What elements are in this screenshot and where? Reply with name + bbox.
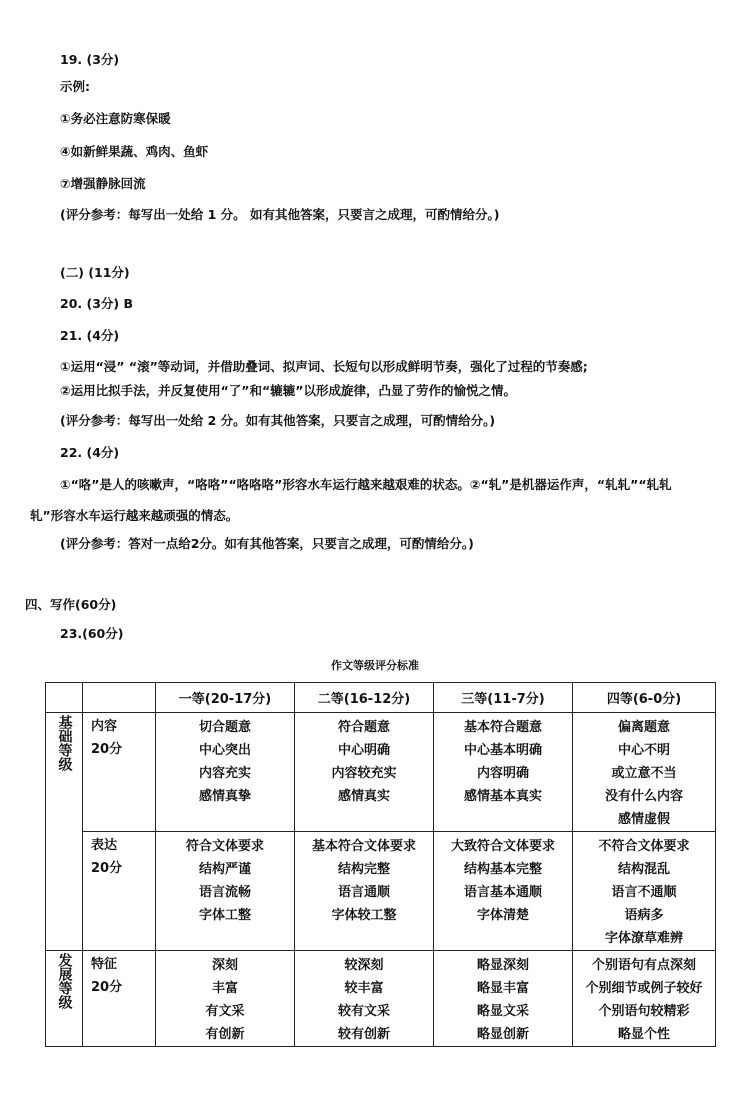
rubric-cell	[434, 951, 573, 1047]
header-empty	[83, 683, 156, 713]
q19-item: ①务必注意防寒保暖	[60, 111, 171, 126]
rubric-cell	[434, 832, 573, 951]
rubric-cell-line: 个别语句较精彩	[598, 1004, 690, 1019]
rubric-cell-line: 大致符合文体要求	[450, 839, 555, 854]
rubric-cell-line: 略显深刻	[476, 958, 529, 973]
rubric-cell-line: 较有文采	[337, 1004, 390, 1019]
q21-item: ①运用“浸” “滚”等动词，并借助叠词、拟声词、长短句以形成鲜明节奏，强化了过程的节奏感;	[60, 359, 588, 374]
rubric-cell	[156, 713, 295, 832]
table-row	[46, 832, 716, 951]
rubric-cell-line: 略显丰富	[476, 981, 529, 996]
q21-heading: 21. (4分)	[60, 328, 120, 343]
rubric-cell-line: 基本符合文体要求	[311, 839, 416, 854]
rubric-cell-line: 内容明确	[476, 766, 529, 781]
rubric-cell-line: 符合题意	[337, 720, 390, 735]
q22-answer-line2: 轧”形容水车运行越来越顽强的情态。	[30, 508, 239, 523]
rubric-cell-line: 字体较工整	[331, 908, 397, 923]
rubric-cell-line: 语病多	[624, 908, 664, 923]
rubric-cell-line: 结构严谨	[198, 862, 251, 877]
header-grade: 三等(11-7分)	[434, 683, 573, 713]
rubric-cell-line: 个别语句有点深刻	[591, 958, 696, 973]
rubric-cell	[573, 713, 716, 832]
rubric-cell-line: 中心基本明确	[463, 743, 542, 758]
rubric-cell-line: 感情基本真实	[463, 789, 542, 804]
rubric-cell-line: 内容充实	[198, 766, 251, 781]
section4-heading: 四、写作(60分)	[25, 597, 117, 612]
group-cell	[46, 951, 83, 1047]
rubric-cell-line: 有创新	[205, 1027, 245, 1042]
q19-item: ④如新鲜果蔬、鸡肉、鱼虾	[60, 144, 209, 159]
rubric-cell-line: 语言通顺	[337, 885, 390, 900]
criterion-name: 表达	[91, 838, 118, 853]
rubric-cell-line: 较深刻	[344, 958, 384, 973]
rubric-cell-line: 感情虚假	[617, 812, 670, 827]
q19-item: ⑦增强静脉回流	[60, 176, 146, 191]
rubric-cell-line: 不符合文体要求	[598, 839, 690, 854]
rubric-cell-line: 结构基本完整	[463, 862, 542, 877]
q22-heading: 22. (4分)	[60, 445, 120, 460]
q20-heading: 20. (3分) B	[60, 296, 133, 311]
rubric-cell	[295, 832, 434, 951]
rubric-cell-line: 个别细节或例子较好	[585, 981, 703, 996]
rubric-cell-line: 没有什么内容	[604, 789, 683, 804]
criterion-label	[83, 832, 156, 951]
rubric-cell-line: 有文采	[205, 1004, 245, 1019]
rubric-cell-line: 丰富	[211, 981, 238, 996]
criterion-name: 特征	[91, 957, 118, 972]
rubric-cell	[573, 951, 716, 1047]
rubric-cell-line: 感情真实	[337, 789, 390, 804]
rubric-cell-line: 结构完整	[337, 862, 390, 877]
rubric-cell-line: 略显个性	[617, 1027, 670, 1042]
rubric-cell-line: 语言不通顺	[611, 885, 677, 900]
rubric-cell-line: 语言基本通顺	[463, 885, 542, 900]
table-row	[46, 713, 716, 832]
rubric-cell-line: 偏离题意	[617, 720, 670, 735]
rubric-header-row	[46, 683, 716, 713]
criterion-score: 20分	[91, 861, 123, 876]
q19-note: (评分参考：每写出一处给 1 分。 如有其他答案，只要言之成理，可酌情给分。)	[60, 207, 500, 222]
rubric-cell-line: 基本符合题意	[463, 720, 542, 735]
group-cell	[46, 713, 83, 951]
criterion-label	[83, 951, 156, 1047]
q22-answer-line1: ①“咯”是人的咳嗽声，“咯咯”“咯咯咯”形容水车运行越来越艰难的状态。②“轧”是机器运作声，“轧轧”“轧轧	[60, 477, 672, 492]
group-label: 发展等级	[56, 953, 73, 1009]
criterion-score: 20分	[91, 742, 123, 757]
header-grade: 二等(16-12分)	[295, 683, 434, 713]
rubric-cell-line: 略显文采	[476, 1004, 529, 1019]
rubric-cell-line: 中心不明	[617, 743, 670, 758]
criterion-score: 20分	[91, 980, 123, 995]
rubric-cell-line: 字体潦草难辨	[604, 931, 683, 946]
section2-heading: (二) (11分)	[60, 265, 130, 280]
rubric-cell-line: 切合题意	[198, 720, 251, 735]
rubric-cell-line: 字体清楚	[476, 908, 529, 923]
rubric-cell-line: 或立意不当	[611, 766, 677, 781]
q22-note: (评分参考：答对一点给2分。如有其他答案，只要言之成理，可酌情给分。)	[60, 536, 474, 551]
rubric-cell	[295, 951, 434, 1047]
rubric-cell-line: 略显创新	[476, 1027, 529, 1042]
rubric-cell-line: 中心明确	[337, 743, 390, 758]
table-row	[46, 951, 716, 1047]
rubric-cell-line: 较有创新	[337, 1027, 390, 1042]
q19-heading: 19. (3分)	[60, 52, 120, 67]
rubric-cell-line: 深刻	[211, 958, 238, 973]
rubric-cell	[156, 832, 295, 951]
q19-example-label: 示例:	[60, 79, 90, 94]
rubric-title: 作文等级评分标准	[331, 659, 419, 672]
criterion-name: 内容	[91, 719, 118, 734]
rubric-cell-line: 结构混乱	[617, 862, 670, 877]
rubric-cell-line: 字体工整	[198, 908, 251, 923]
header-empty	[46, 683, 83, 713]
rubric-cell	[573, 832, 716, 951]
rubric-cell	[295, 713, 434, 832]
header-grade: 四等(6-0分)	[573, 683, 716, 713]
rubric-cell-line: 较丰富	[344, 981, 384, 996]
rubric-cell-line: 内容较充实	[331, 766, 397, 781]
q21-item: ②运用比拟手法，并反复使用“了”和“辘辘”以形成旋律，凸显了劳作的愉悦之情。	[60, 383, 516, 398]
rubric-cell-line: 中心突出	[198, 743, 251, 758]
rubric-cell	[434, 713, 573, 832]
rubric-table	[45, 682, 716, 1047]
q21-note: (评分参考：每写出一处给 2 分。如有其他答案，只要言之成理，可酌情给分。)	[60, 413, 496, 428]
rubric-cell-line: 感情真挚	[198, 789, 251, 804]
rubric-cell-line: 符合文体要求	[185, 839, 264, 854]
rubric-cell-line: 语言流畅	[198, 885, 251, 900]
q23-heading: 23.(60分)	[60, 626, 124, 641]
header-grade: 一等(20-17分)	[156, 683, 295, 713]
rubric-cell	[156, 951, 295, 1047]
criterion-label	[83, 713, 156, 832]
group-label: 基础等级	[56, 715, 73, 771]
